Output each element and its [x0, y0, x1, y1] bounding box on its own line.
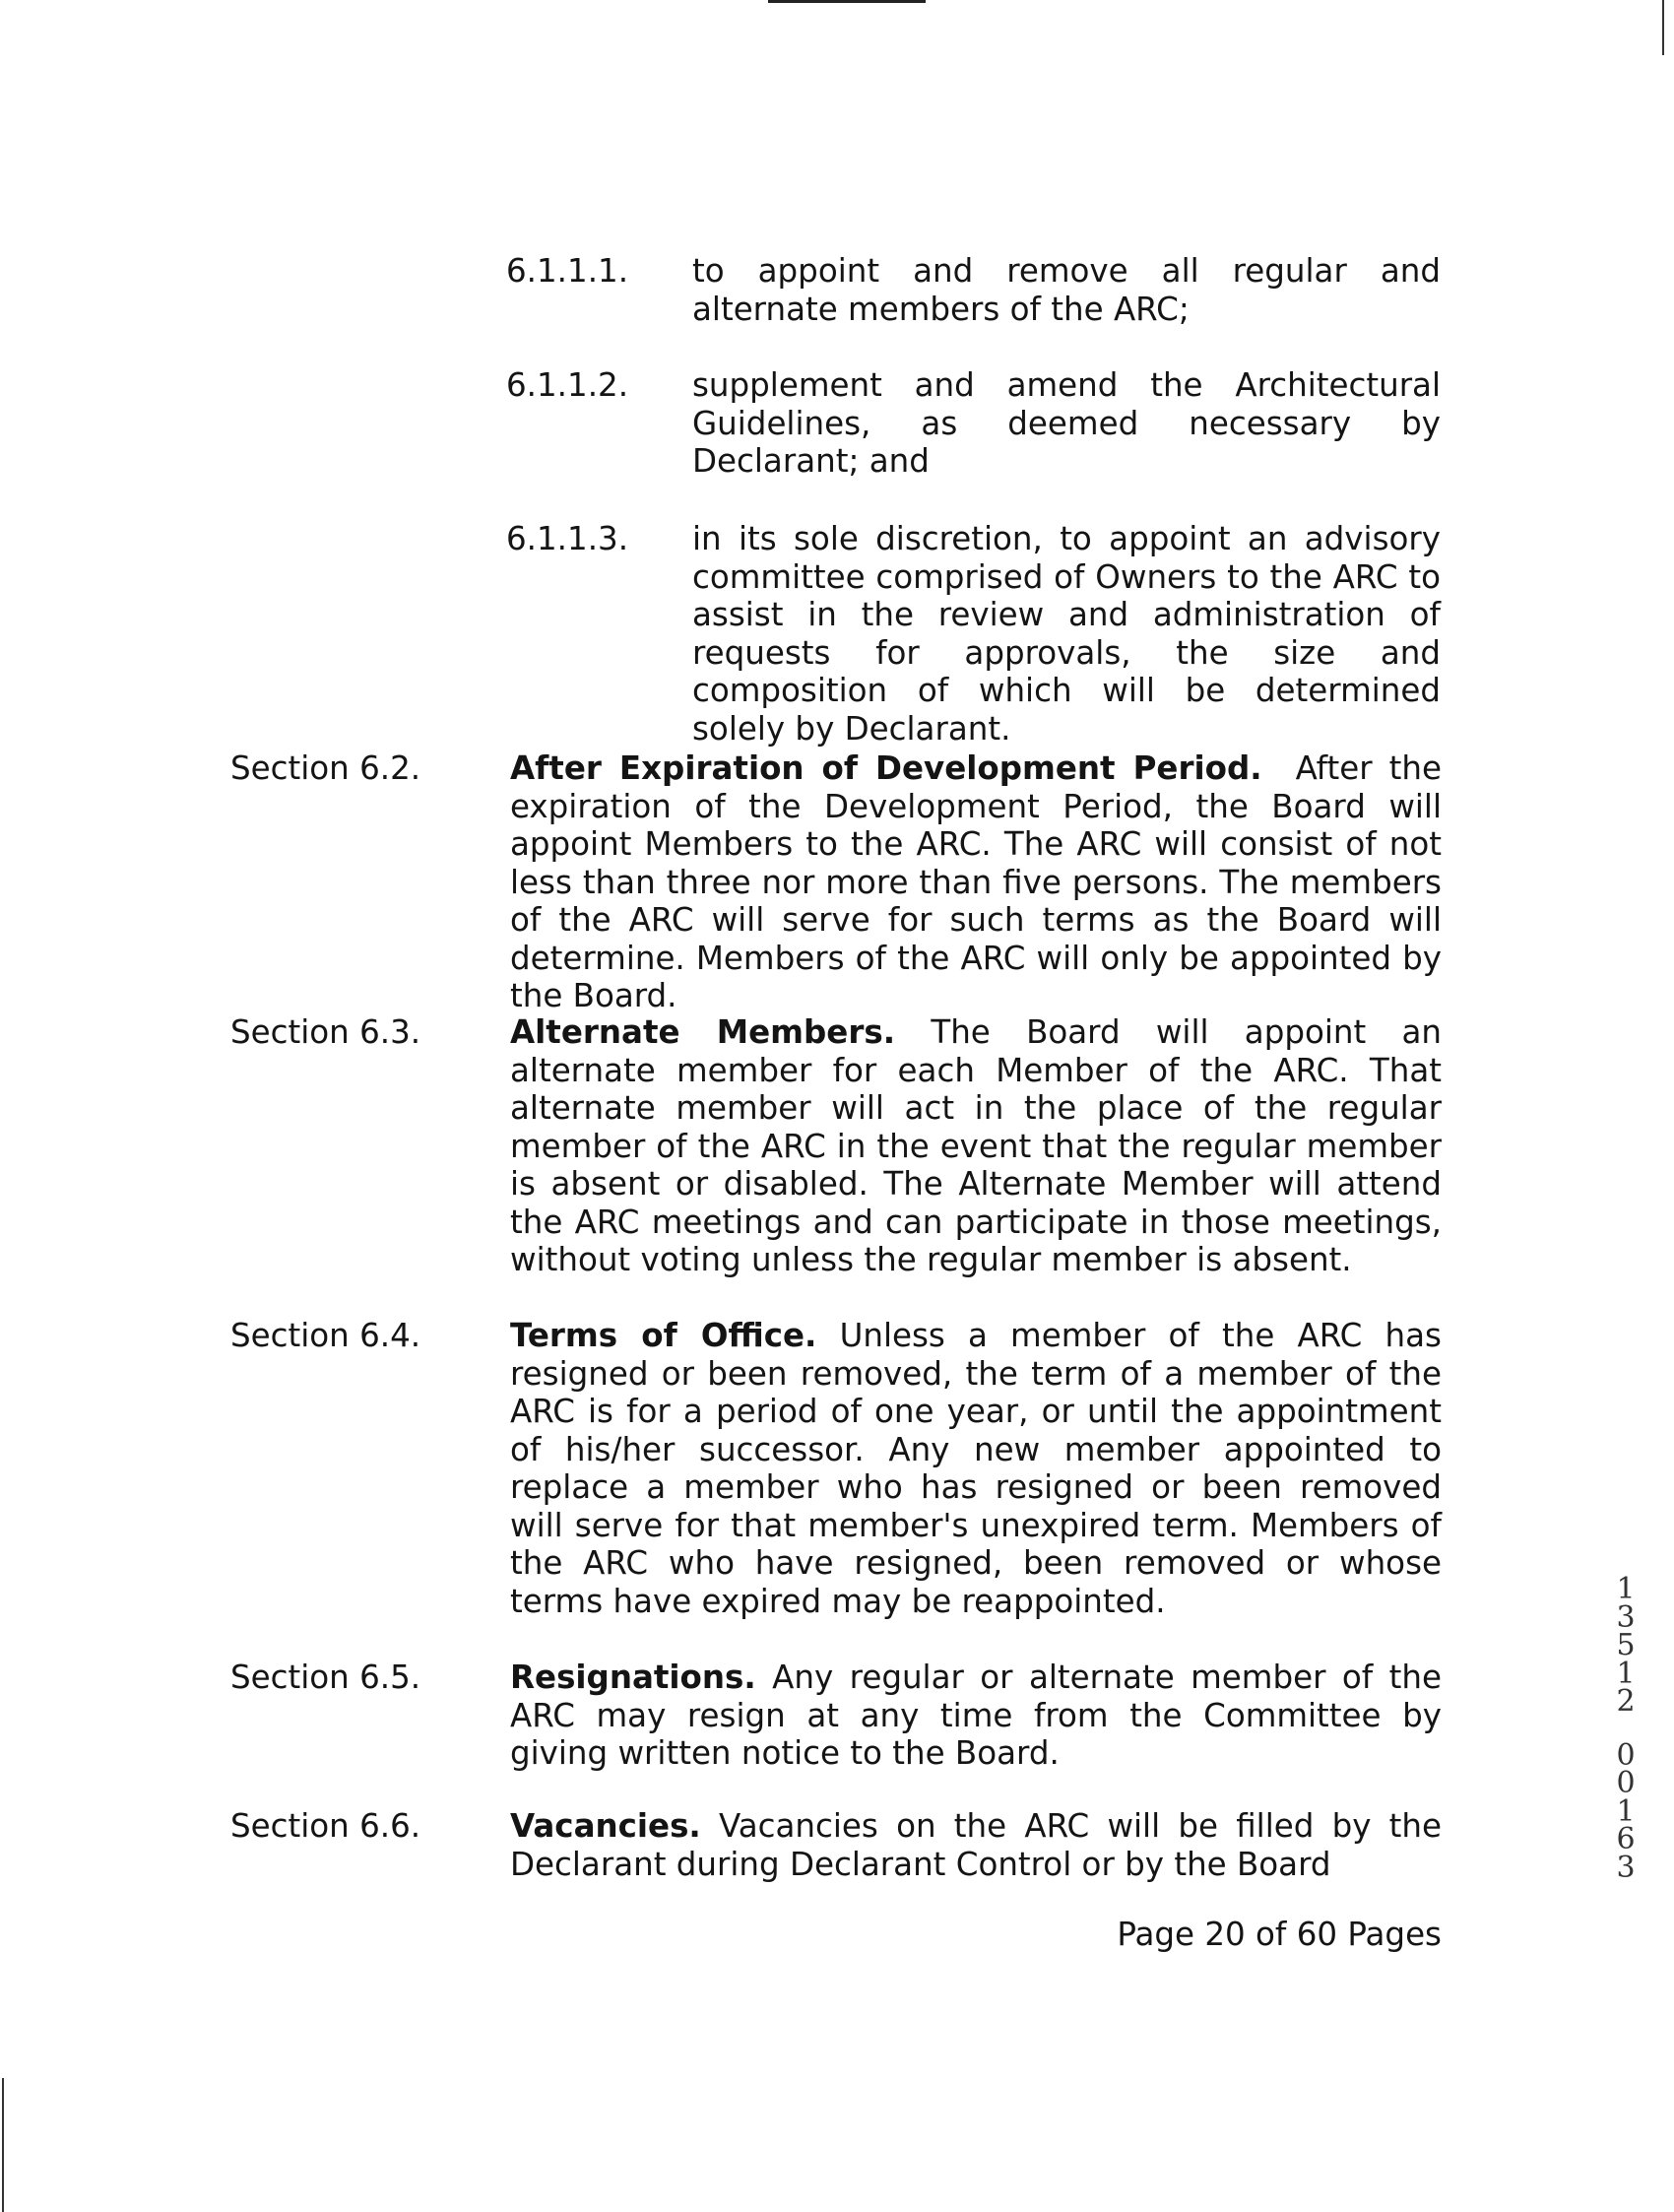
- section-label: Section 6.3.: [230, 1013, 421, 1051]
- section-body: [510, 1659, 1442, 1773]
- recording-stamp: [1608, 1572, 1643, 1885]
- section-text: After the expiration of the Development Period, the Board will appoint Members to the ARC. The ARC will consist of not less than three nor more than five persons. The members of the ARC will serve for such terms as the Board will determine. Members of the ARC will only be appointed by the Board.: [510, 749, 1442, 1014]
- section-text: Vacancies on the ARC will be filled by the Declarant during Declarant Control or by the Board: [510, 1807, 1442, 1883]
- section-label: Section 6.4.: [230, 1317, 421, 1354]
- section-heading: Vacancies.: [510, 1807, 701, 1845]
- section-label: Section 6.2.: [230, 749, 421, 787]
- section-heading: Terms of Office.: [510, 1317, 817, 1354]
- scan-artifact-left: [2, 2078, 4, 2212]
- section-heading: Resignations.: [510, 1659, 756, 1696]
- stamp-digit: 1: [1616, 1656, 1636, 1691]
- section-heading: After Expiration of Development Period.: [510, 749, 1262, 787]
- stamp-digit: 3: [1616, 1599, 1636, 1635]
- stamp-digit: 1: [1616, 1793, 1636, 1829]
- subsection-number: 6.1.1.2.: [506, 366, 629, 404]
- stamp-digit: 5: [1616, 1628, 1636, 1662]
- subsection-text: to appoint and remove all regular and alternate members of the ARC;: [692, 252, 1441, 328]
- section-text: Unless a member of the ARC has resigned or been removed, the term of a member of the ARC is for a period of one year, or until the appointment of his/her successor. Any new member appointed to replace a member who has resigned or been removed will serve for that member's unexpired term. Members of the ARC who have resigned, been removed or whose terms have expired may be reappointed.: [510, 1317, 1442, 1620]
- subsection-number: 6.1.1.1.: [506, 252, 629, 290]
- subsection-text: supplement and amend the Architectural Guidelines, as deemed necessary by Declarant; and: [692, 366, 1441, 480]
- stamp-digit: 3: [1616, 1850, 1636, 1885]
- scan-artifact-right: [1662, 0, 1664, 55]
- stamp-digit: 2: [1616, 1684, 1636, 1719]
- section-body: [510, 1807, 1442, 1883]
- subsection-6-1-1-3: [506, 520, 1442, 748]
- section-body: [510, 1317, 1442, 1620]
- section-label: Section 6.5.: [230, 1659, 421, 1696]
- subsection-6-1-1-1: [506, 252, 1442, 331]
- stamp-digit: 6: [1616, 1822, 1636, 1856]
- section-heading: Alternate Members.: [510, 1013, 896, 1051]
- scan-artifact-top: [768, 0, 926, 3]
- subsection-text: in its sole discretion, to appoint an advisory committee comprised of Owners to the ARC to assist in the review and administration of requests for approvals, the size and composition of which will be determined solely by Declarant.: [692, 520, 1441, 748]
- stamp-digit: 1: [1616, 1572, 1636, 1606]
- section-text: The Board will appoint an alternate member for each Member of the ARC. That alternate member will act in the place of the regular member of the ARC in the event that the regular member is absent or disabled. The Alternate Member will attend the ARC meetings and can participate in those meetings, without voting unless the regular member is absent.: [510, 1013, 1442, 1278]
- page-number: Page 20 of 60 Pages: [1117, 1916, 1442, 1953]
- stamp-digit: 0: [1616, 1737, 1636, 1773]
- section-body: [510, 749, 1442, 1015]
- section-label: Section 6.6.: [230, 1807, 421, 1845]
- subsection-number: 6.1.1.3.: [506, 520, 629, 557]
- subsection-6-1-1-2: [506, 366, 1442, 485]
- section-body: [510, 1013, 1442, 1279]
- section-text: Any regular or alternate member of the ARC may resign at any time from the Committee by giving written notice to the Board.: [510, 1659, 1442, 1772]
- stamp-digit: 0: [1616, 1766, 1636, 1800]
